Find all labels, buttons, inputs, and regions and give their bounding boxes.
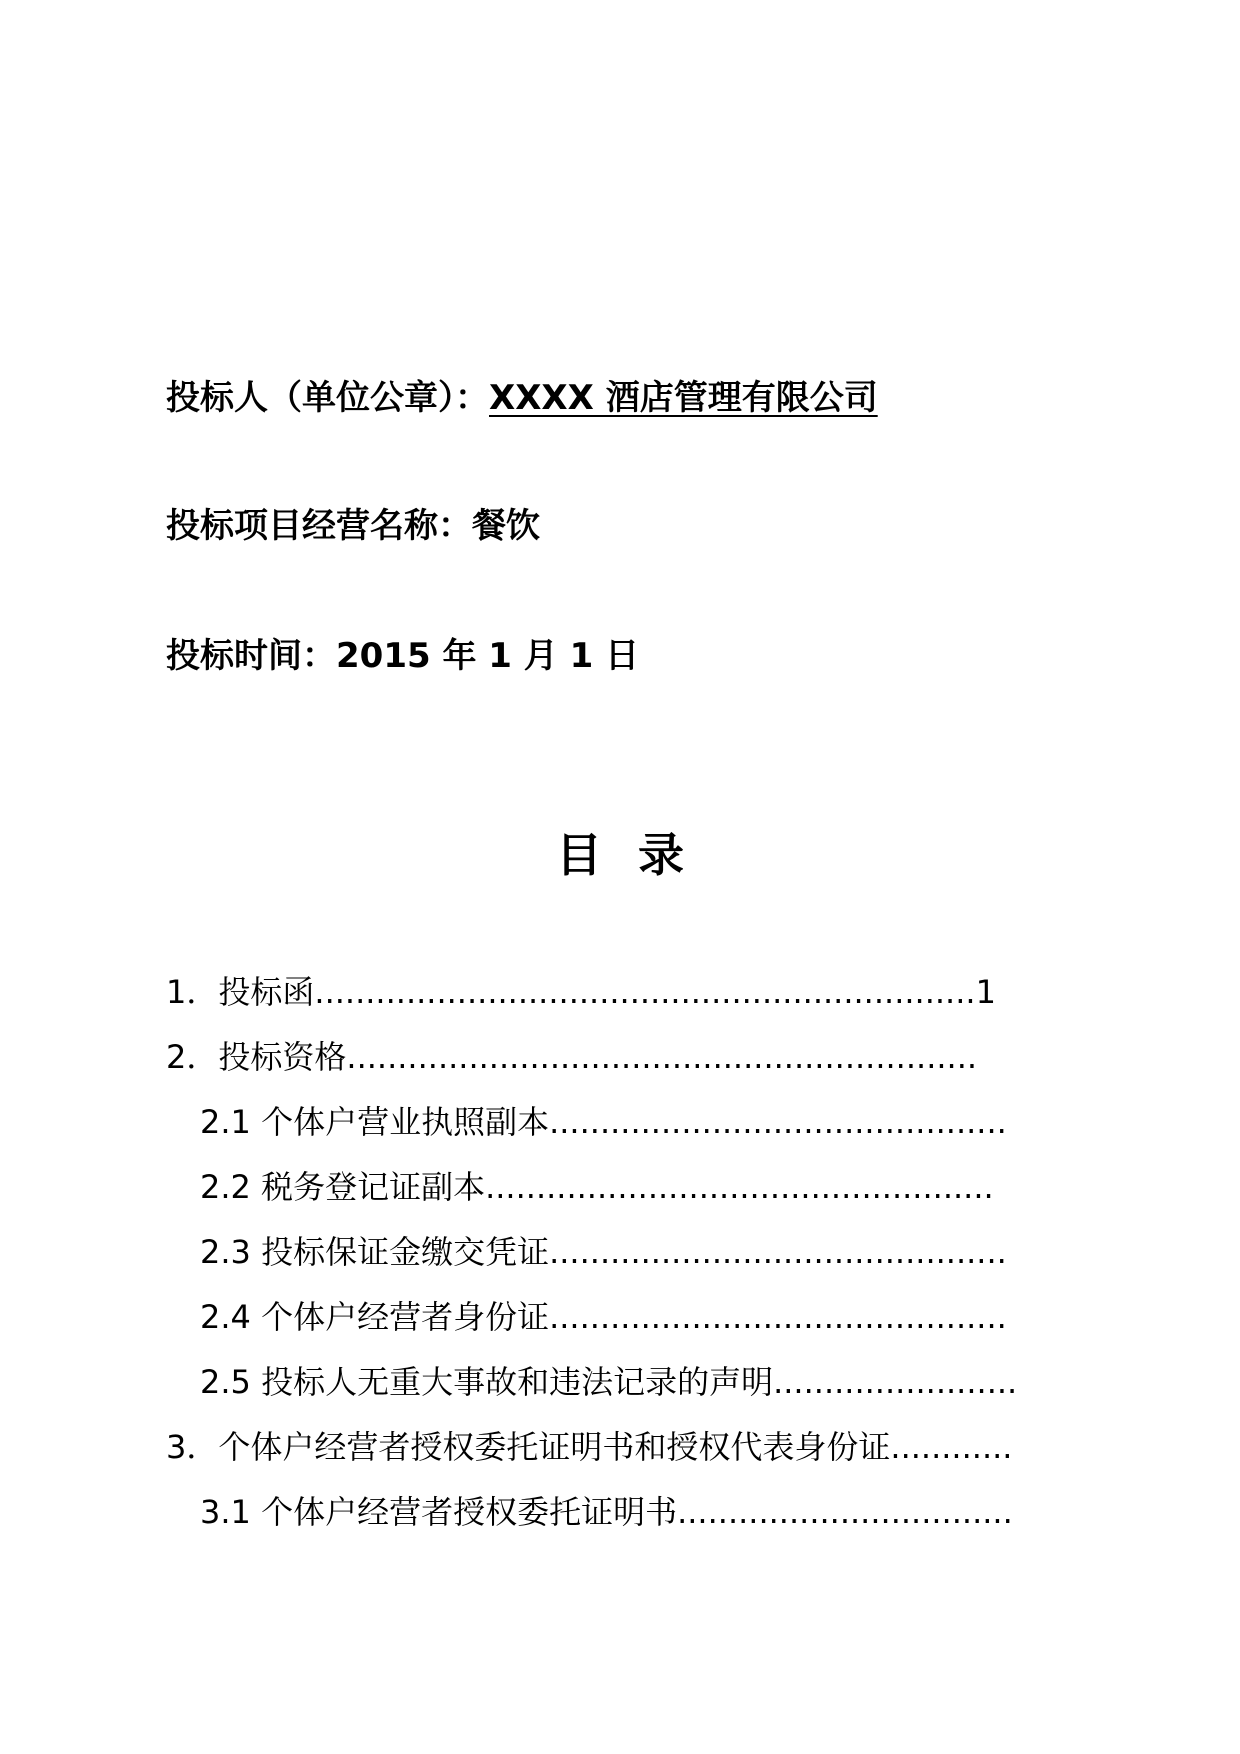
table-of-contents [166, 960, 1017, 1545]
bidder-company-name: XXXX 酒店管理有限公司 [489, 378, 878, 418]
project-name-line [166, 506, 540, 546]
toc-item-leader: ............................................. [549, 1103, 1007, 1141]
toc-item-leader: .................................................. [485, 1168, 994, 1206]
toc-item-number: 2.3 [200, 1233, 262, 1271]
toc-item[interactable] [166, 1480, 1017, 1545]
toc-item-number: 2.1 [200, 1103, 262, 1141]
toc-item[interactable] [166, 1155, 1017, 1220]
toc-title: 目录 [556, 828, 720, 882]
toc-item-number: 3.1 [200, 1493, 262, 1531]
toc-item-text: 投标保证金缴交凭证 [261, 1233, 550, 1271]
toc-item-leader: ................................. [677, 1493, 1013, 1531]
toc-item[interactable] [166, 1285, 1017, 1350]
bid-time-value: 2015 年 1 月 1 日 [336, 636, 640, 676]
toc-item-number: 1． [166, 973, 219, 1011]
toc-item-number: 2． [166, 1038, 219, 1076]
toc-item-number: 3． [166, 1428, 219, 1466]
toc-item[interactable] [166, 1415, 1017, 1480]
toc-item-leader: ............................................. [549, 1298, 1007, 1336]
toc-item-number: 2.4 [200, 1298, 262, 1336]
toc-item[interactable] [166, 1025, 1017, 1090]
toc-item-leader: ............ [890, 1428, 1013, 1466]
toc-item-leader: ................................................................. [314, 973, 976, 1011]
project-value: 餐饮 [472, 506, 540, 546]
toc-item-leader: ............................................. [549, 1233, 1007, 1271]
toc-item-text: 投标函 [218, 973, 315, 1011]
toc-item-leader: .............................................................. [346, 1038, 978, 1076]
toc-item-page: 1 [975, 973, 996, 1011]
toc-item-text: 投标资格 [218, 1038, 347, 1076]
toc-item-text: 个体户经营者身份证 [261, 1298, 550, 1336]
toc-item-leader: ........................ [773, 1363, 1018, 1401]
toc-item-text: 个体户经营者授权委托证明书 [261, 1493, 678, 1531]
toc-item[interactable] [166, 1220, 1017, 1285]
bid-time-line [166, 636, 639, 676]
toc-item-text: 投标人无重大事故和违法记录的声明 [261, 1363, 774, 1401]
toc-item-text: 税务登记证副本 [261, 1168, 486, 1206]
bidder-label: 投标人（单位公章）： [166, 378, 489, 418]
toc-item-text: 个体户营业执照副本 [261, 1103, 550, 1141]
toc-item[interactable] [166, 1350, 1017, 1415]
toc-item-text: 个体户经营者授权委托证明书和授权代表身份证 [218, 1428, 891, 1466]
toc-item-number: 2.2 [200, 1168, 262, 1206]
bid-time-label: 投标时间： [166, 636, 336, 676]
toc-item[interactable] [166, 960, 1017, 1025]
project-label: 投标项目经营名称： [166, 506, 472, 546]
bidder-line [166, 378, 878, 418]
toc-item-number: 2.5 [200, 1363, 262, 1401]
toc-item[interactable] [166, 1090, 1017, 1155]
